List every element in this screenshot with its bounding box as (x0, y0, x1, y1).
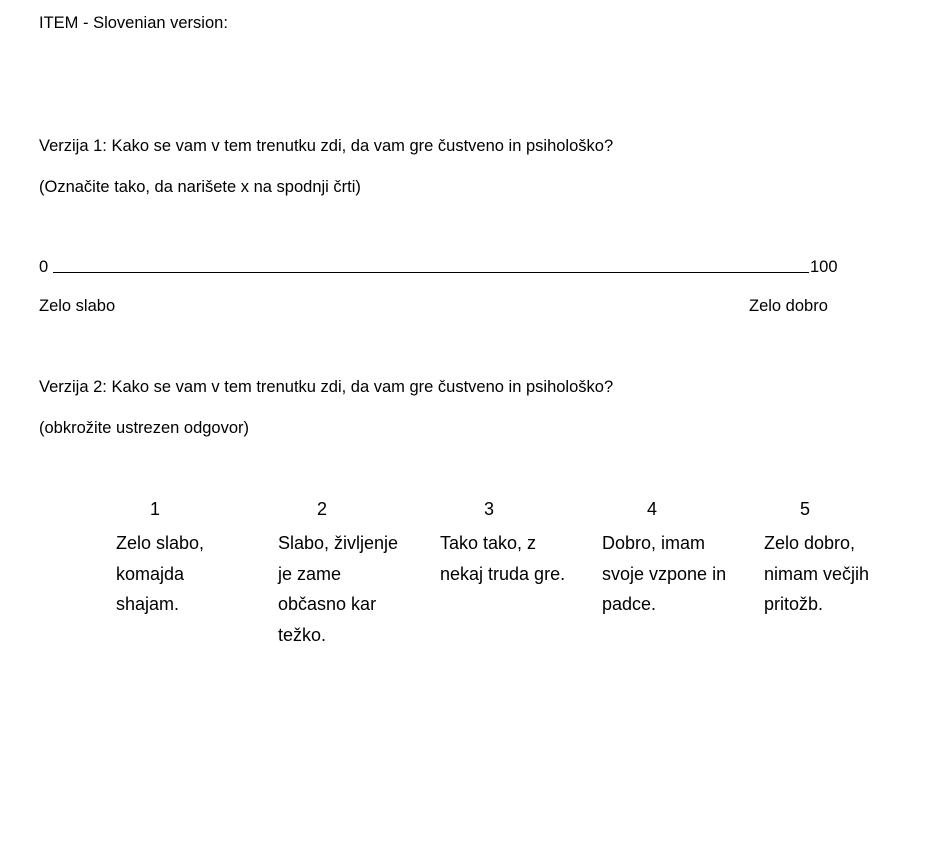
option-text: Tako tako, z nekaj truda gre. (440, 533, 566, 584)
option-text: Zelo slabo, komajda shajam. (116, 533, 205, 614)
option-number: 5 (799, 499, 810, 519)
option-text: Slabo, življenje je zame občasno kar težko. (278, 533, 399, 645)
option-text: Zelo dobro, nimam večjih pritožb. (764, 533, 870, 614)
option-number: 1 (149, 499, 160, 519)
scale-max-label: 100 (810, 258, 838, 276)
item-title: ITEM - Slovenian version: (39, 14, 228, 32)
visual-analog-scale-line[interactable] (53, 272, 809, 273)
option-text: Dobro, imam svoje vzpone in padce. (602, 533, 727, 614)
scale-anchor-low: Zelo slabo (39, 297, 116, 315)
option-number: 4 (646, 499, 657, 519)
option-number: 2 (316, 499, 327, 519)
version1-instruction: (Označite tako, da narišete x na spodnji črti) (39, 178, 361, 196)
scale-min-label: 0 (39, 258, 49, 276)
version2-question: Verzija 2: Kako se vam v tem trenutku zdi, da vam gre čustveno in psihološko? (39, 378, 614, 396)
version1-question: Verzija 1: Kako se vam v tem trenutku zdi, da vam gre čustveno in psihološko? (39, 137, 614, 155)
option-number: 3 (483, 499, 494, 519)
version2-instruction: (obkrožite ustrezen odgovor) (39, 419, 250, 437)
scale-anchor-high: Zelo dobro (749, 297, 828, 315)
